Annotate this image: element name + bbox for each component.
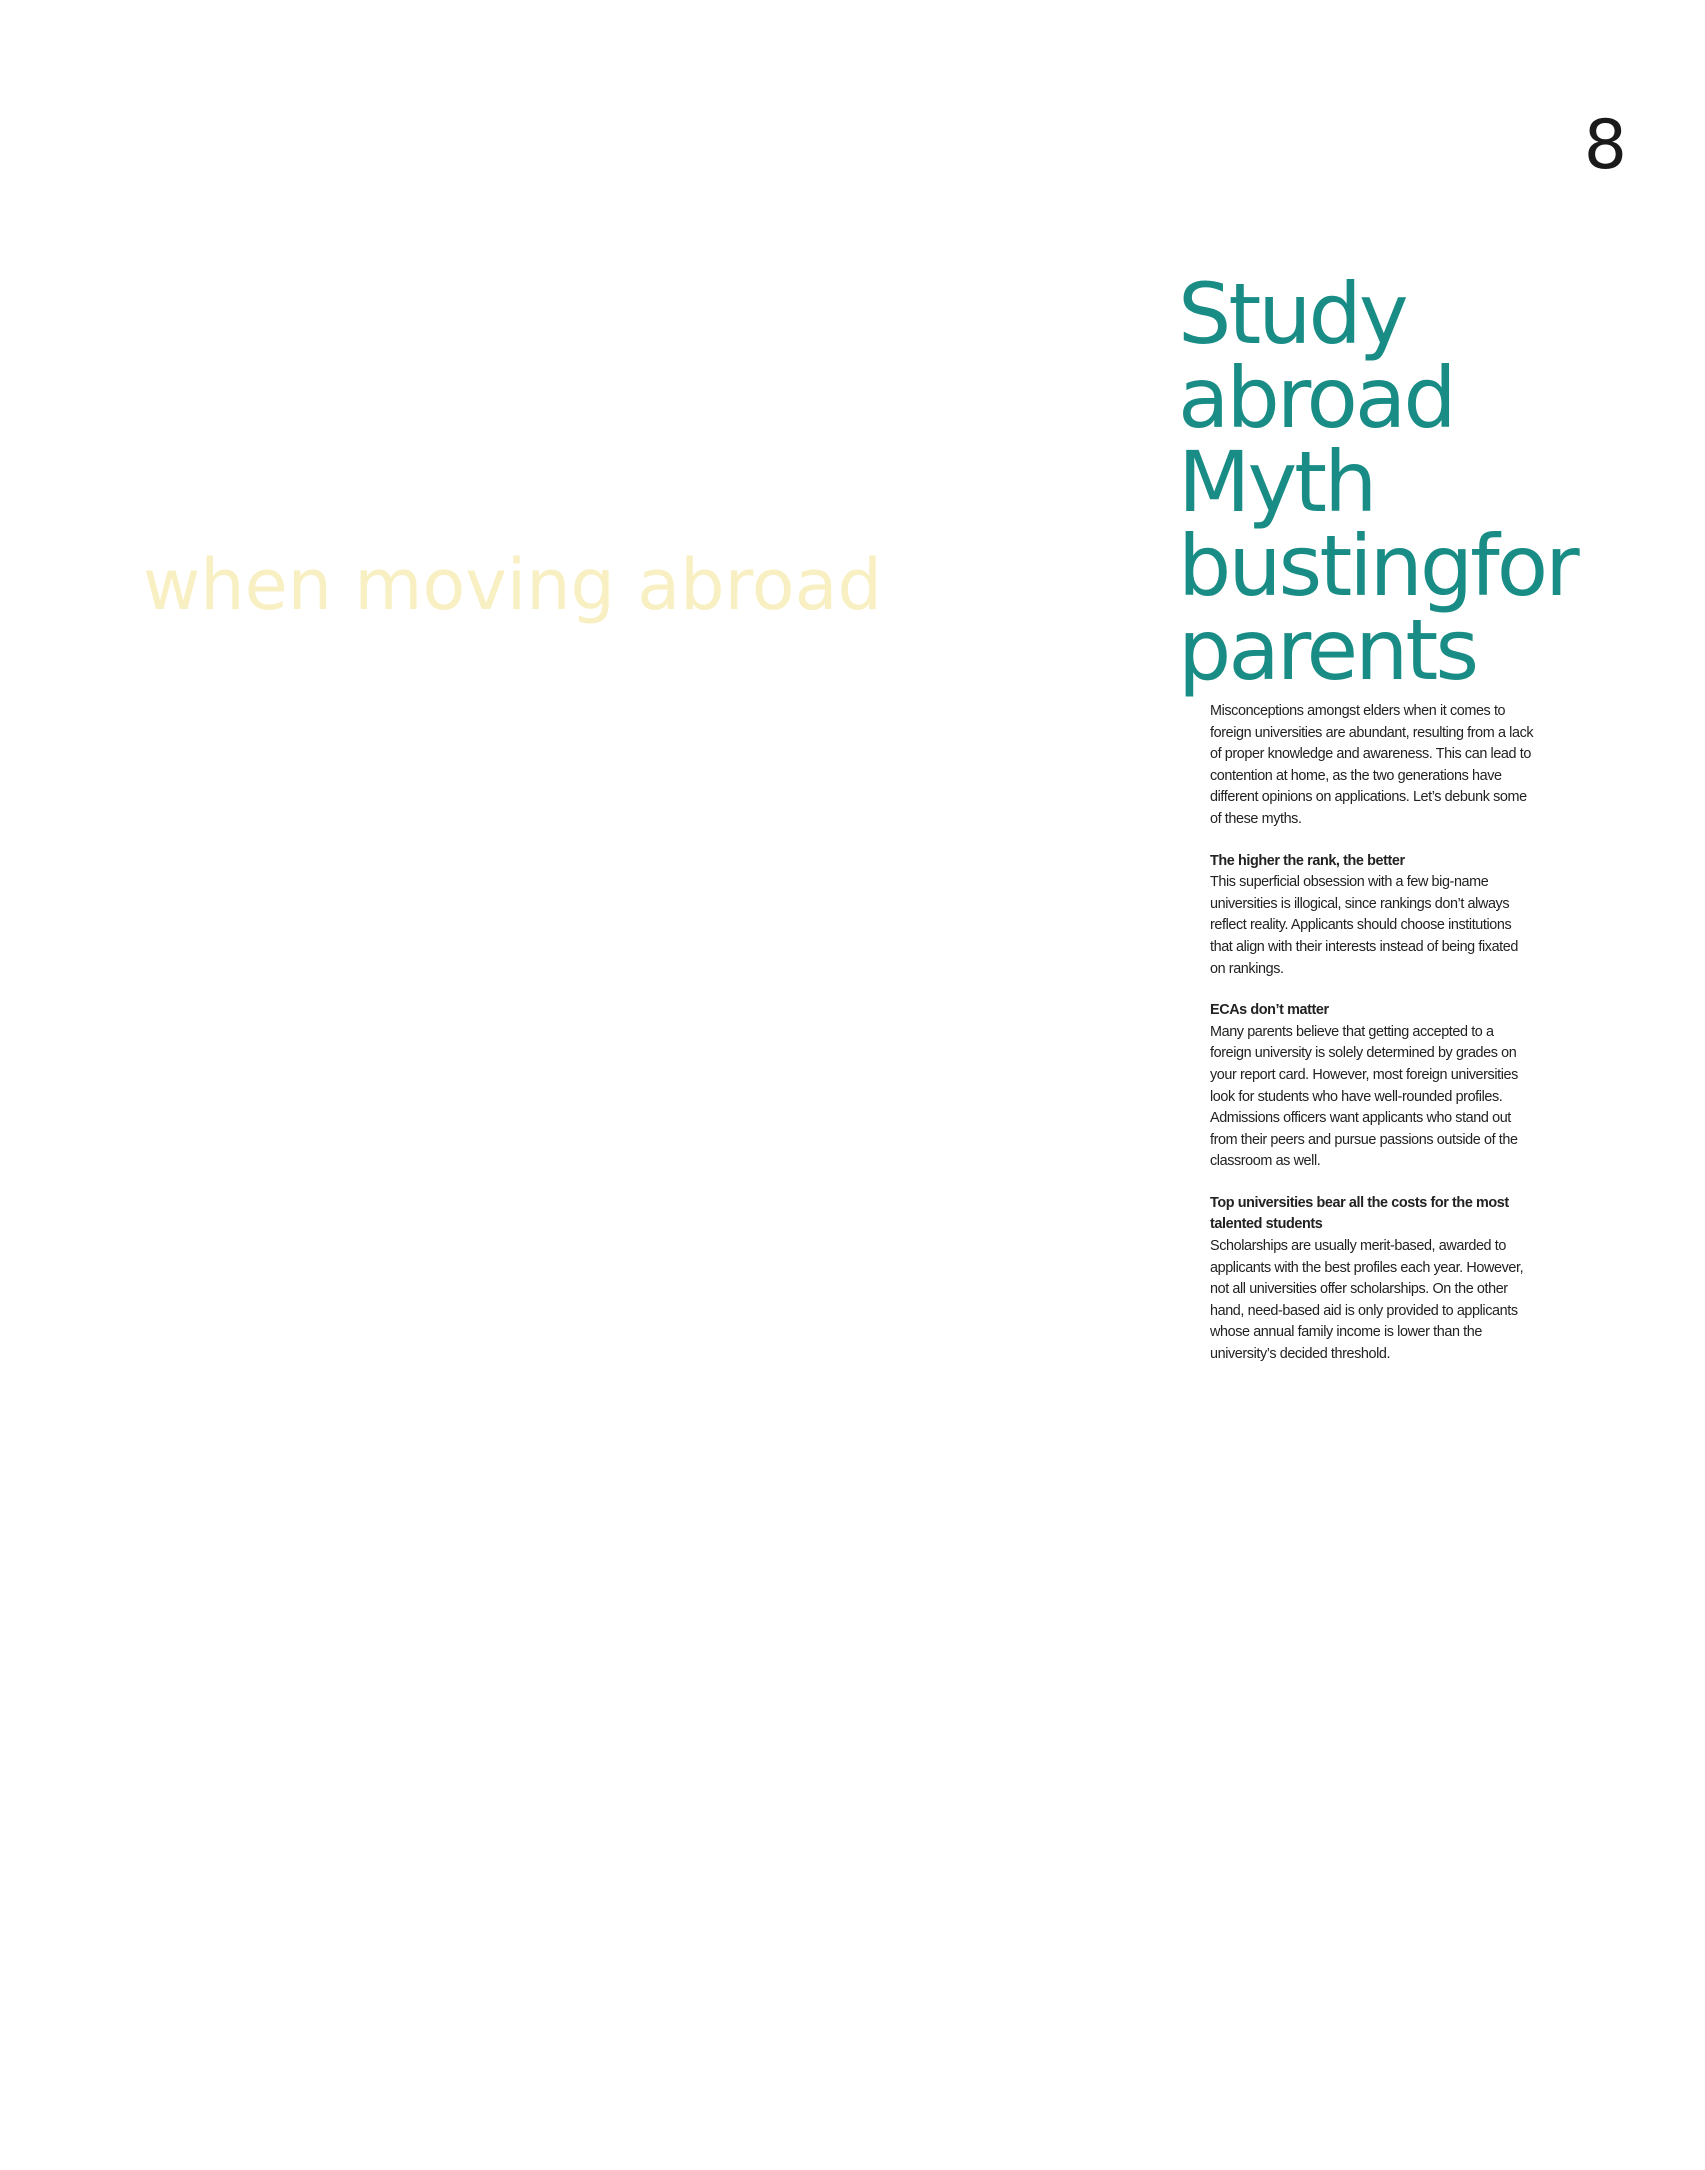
myth-heading: ECAs don’t matter xyxy=(1210,1002,1329,1019)
myth-heading: The higher the rank, the better xyxy=(1210,852,1405,869)
page-number: 8 xyxy=(1583,106,1627,185)
title-line: abroad xyxy=(1178,349,1454,447)
intro-paragraph: Misconceptions amongst elders when it comes to foreign universities are abundant, resulting from a lack of proper knowledge and awareness. This can lead to contention at home, as the two generations have different opinions on applications. Let’s debunk some of these myths. xyxy=(1210,703,1534,827)
article-body xyxy=(1210,701,1535,1366)
myth-body: This superficial obsession with a few big-name universities is illogical, since rankings don’t always reflect reality. Applicants should choose institutions that align with their interests instead of being fixated on rankings. xyxy=(1210,874,1518,977)
myth-body: Many parents believe that getting accepted to a foreign university is solely determined by grades on your report card. However, most foreign universities look for students who have well-rounded profiles. Admissions officers want applicants who stand out from their peers and pursue passions outside of the classroom as well. xyxy=(1210,1023,1518,1170)
myth-section xyxy=(1210,1000,1535,1173)
myth-section xyxy=(1210,851,1535,981)
title-line: Study xyxy=(1178,265,1406,363)
myth-heading: Top universities bear all the costs for the most talented students xyxy=(1210,1194,1509,1233)
myth-body: Scholarships are usually merit-based, awarded to applicants with the best profiles each year. However, not all universities offer scholarships. On the other hand, need-based aid is only provided to applicants whose annual family income is lower than the university’s decided threshold. xyxy=(1210,1238,1524,1363)
title-line: Myth xyxy=(1178,433,1375,531)
title-line: bustingfor xyxy=(1178,517,1577,615)
title-line: parents xyxy=(1178,601,1477,699)
faded-background-heading: when moving abroad xyxy=(143,544,882,626)
article-title xyxy=(1178,265,1638,699)
myth-section xyxy=(1210,1193,1535,1366)
